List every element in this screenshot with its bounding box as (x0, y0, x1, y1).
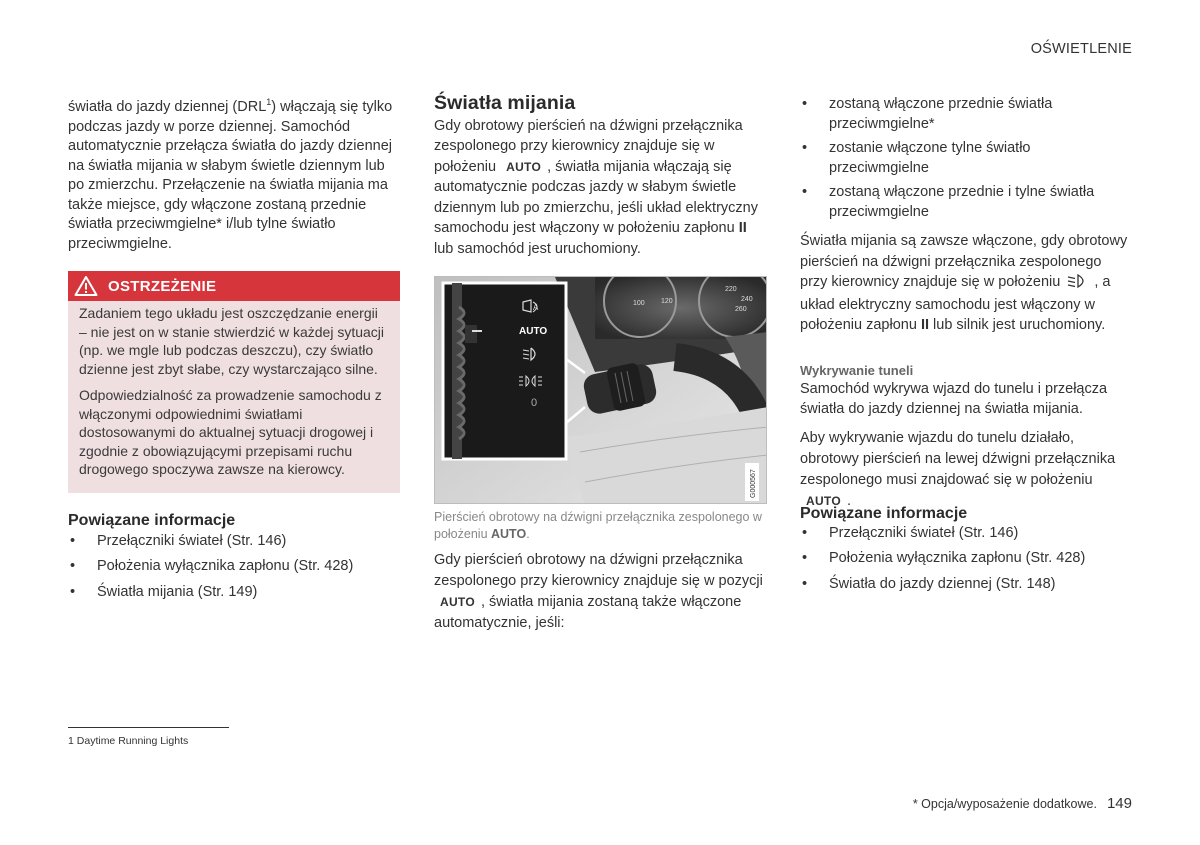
intro-text-2: ) włączają się tylko podczas jazdy w porze dziennej. Samochód automatycznie przełącza światła do jazdy dziennej na światła mijania w słabym świetle dziennym lub po zmierzchu. Przełączenie na światła mijania ma także miejsce, gdy włączone zostaną przednie światła przeciwmgielne* i/lub tylne światło przeciwmgielne. (68, 99, 393, 252)
zoom-inset (443, 283, 566, 459)
auto-paragraph (434, 550, 767, 634)
related-info-right (800, 504, 1130, 600)
dash-number: 120 (661, 298, 673, 305)
fog-light-bullets (800, 95, 1130, 222)
related-link[interactable]: • Przełączniki świateł (Str. 146) (68, 532, 400, 552)
intro-paragraph (68, 98, 400, 254)
warning-triangle-icon (74, 275, 98, 304)
related-link[interactable]: • Położenia wyłącznika zapłonu (Str. 428) (68, 557, 400, 577)
list-item: • zostanie włączone tylne światło przeciwmgielne (800, 139, 1130, 178)
svg-text:A: A (533, 303, 539, 312)
caption-text: Pierścień obrotowy na dźwigni przełącznika zespolonego w położeniu (434, 510, 762, 541)
related-info-left (68, 511, 400, 608)
list-item: • zostaną włączone przednie światła przeciwmgielne* (800, 95, 1130, 134)
footnote (68, 732, 188, 752)
ring-label-auto: AUTO (519, 326, 548, 337)
ring-label-zero: 0 (531, 397, 538, 409)
text: lub silnik jest uruchomiony. (933, 317, 1106, 333)
dash-number: 100 (633, 300, 645, 307)
related-heading: Powiązane informacje (68, 512, 236, 529)
dash-number: 260 (735, 306, 747, 313)
low-beam-paragraph (434, 116, 767, 260)
low-beam-section (434, 94, 767, 259)
image-code: G000567 (750, 469, 757, 498)
warning-header (68, 271, 400, 301)
warning-box (68, 271, 400, 493)
section-header: OŚWIETLENIE (1030, 41, 1132, 57)
text: Aby wykrywanie wjazdu do tunelu działało, obrotowy pierścień na lewej dźwigni przełącznika zespolonego musi znajdować się w położeniu (800, 430, 1116, 488)
caption-end: . (526, 527, 530, 541)
dash-number: 220 (725, 286, 737, 293)
auto-symbol: AUTO (440, 595, 475, 609)
auto-symbol: AUTO (506, 159, 542, 174)
footnote-text: Daytime Running Lights (76, 735, 189, 747)
always-on-paragraph (800, 231, 1130, 336)
option-note: * Opcja/wyposażenie dodatkowe. (912, 797, 1097, 811)
switch-ring-photo (434, 276, 767, 504)
text: Samochód wykrywa wjazd do tunelu i przełącza światła do jazdy dziennej na światła mijania. (800, 381, 1108, 417)
auto-symbol: AUTO (806, 494, 841, 508)
text: Gdy obrotowy pierścień na dźwigni przełącznika zespolonego przy kierownicy znajduje się w położeniu (434, 117, 743, 175)
footnote-divider (68, 727, 229, 728)
footnote-number: 1 (68, 735, 74, 747)
warning-title: OSTRZEŻENIE (108, 278, 217, 295)
warning-paragraph-1: Zadaniem tego układu jest oszczędzanie energii – nie jest on w stanie stwierdzić w każdej sytuacji (np. we mgle lub podczas deszczu), czy światło dzienne jest zbyt słabe, czy wystarczająco silne. (79, 305, 385, 377)
page-footer (913, 794, 1132, 815)
low-beam-symbol-icon (1066, 274, 1088, 295)
related-link[interactable]: • Światła do jazdy dziennej (Str. 148) (800, 575, 1130, 595)
tunnel-paragraph (800, 380, 1130, 419)
text: Światła mijania są zawsze włączone, gdy obrotowy pierścień na dźwigni przełącznika zespolonego przy kierownicy znajduje się w położeniu (800, 233, 1128, 290)
text: , a układ elektryczny samochodu jest włączony w położeniu zapłonu (800, 274, 1111, 333)
text: , światła mijania zostaną także włączone automatycznie, jeśli: (434, 594, 742, 631)
tunnel-requirement-paragraph (800, 428, 1130, 512)
page-number: 149 (1106, 795, 1132, 812)
ignition-ii: II (738, 220, 747, 236)
text: . (846, 493, 852, 509)
warning-paragraph-2: Odpowiedzialność za prowadzenie samochodu z włączonymi odpowiednimi światłami dostosowanymi do aktualnej sytuacji drogowej i zgodnie z obowiązującymi przepisami ruchu drogowego spoczywa zawsze na kierowcy. (79, 387, 382, 477)
related-link[interactable]: • Światła mijania (Str. 149) (68, 583, 400, 603)
ignition-ii: II (920, 317, 929, 333)
section-title: Światła mijania (434, 92, 576, 114)
related-link[interactable]: • Położenia wyłącznika zapłonu (Str. 428) (800, 549, 1130, 569)
figure-caption (434, 509, 770, 543)
footnote-ref: 1 (266, 97, 272, 108)
tunnel-subheading: Wykrywanie tuneli (800, 363, 914, 378)
list-item: • zostaną włączone przednie i tylne światła przeciwmgielne (800, 183, 1130, 222)
text: lub samochód jest uruchomiony. (434, 240, 641, 257)
text: , światła mijania włączają się automatycznie podczas jazdy w słabym świetle dziennym lub po zmierzchu, jeśli układ elektryczny samochodu jest włączony w położeniu zapłonu (434, 158, 758, 236)
dash-number: 240 (741, 296, 753, 303)
text: Gdy pierścień obrotowy na dźwigni przełącznika zespolonego przy kierownicy znajduje się w pozycji (434, 552, 763, 589)
caption-auto: AUTO (491, 527, 527, 541)
related-link[interactable]: • Przełączniki świateł (Str. 146) (800, 524, 1130, 544)
intro-text-1: światła do jazdy dziennej (DRL (68, 99, 267, 115)
related-heading: Powiązane informacje (800, 505, 968, 522)
